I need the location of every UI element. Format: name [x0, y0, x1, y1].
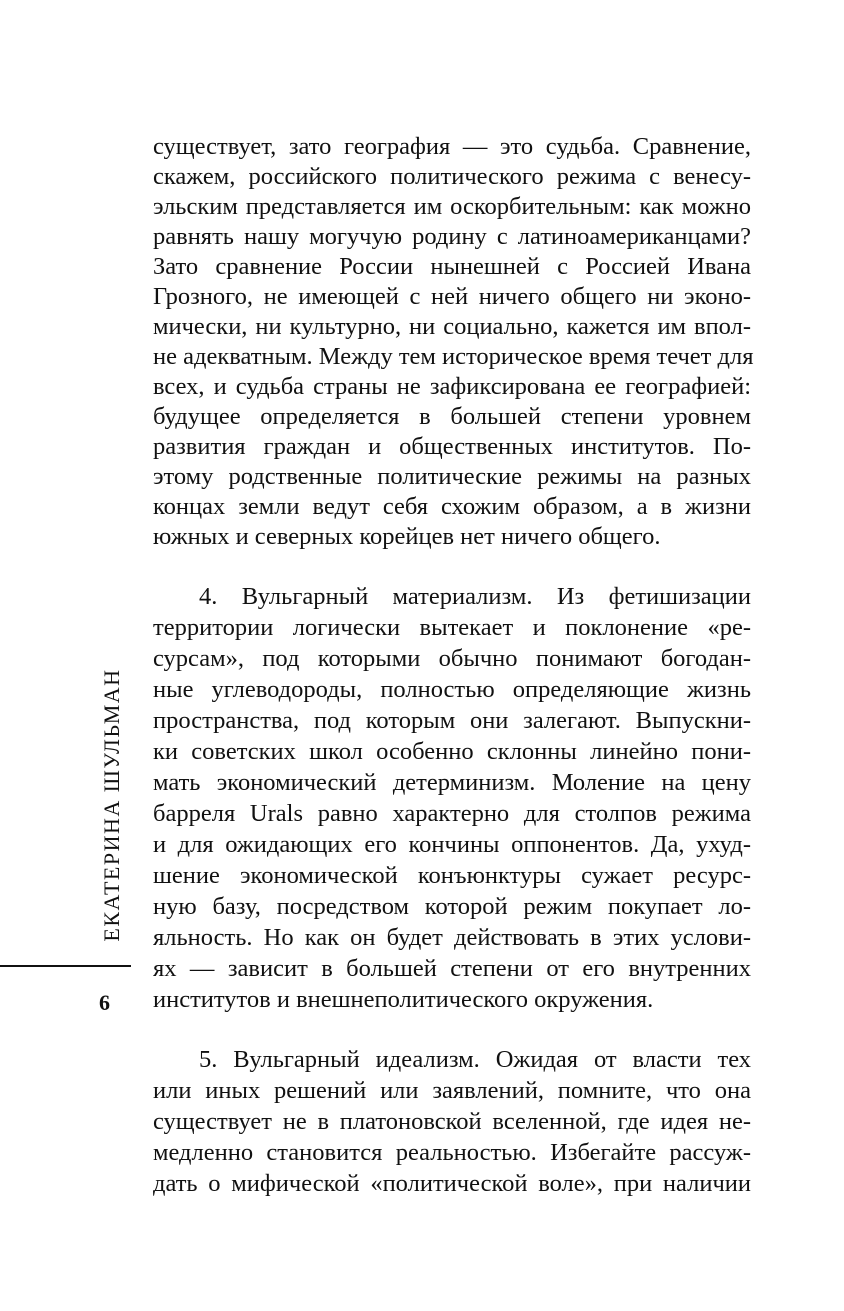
text-line: будущее определяется в большей степени уровнем — [153, 403, 751, 430]
text-line: концах земли ведут себя схожим образом, а в жизни — [153, 493, 751, 520]
text-line: шение экономической конъюнктуры сужает ресурс- — [153, 862, 751, 889]
text-line: сурсам», под которыми обычно понимают богодан- — [153, 645, 751, 672]
margin-rule-divider — [0, 965, 131, 967]
text-line: эльским представляется им оскорбительным: как можно — [153, 193, 751, 220]
text-line: южных и северных корейцев нет ничего общего. — [153, 523, 661, 550]
text-line: равнять нашу могучую родину с латиноамериканцами? — [153, 223, 751, 250]
text-line: ях — зависит в большей степени от его внутренних — [153, 955, 751, 982]
text-line: не адекватным. Между тем историческое время течет для — [153, 343, 754, 370]
text-line: всех, и судьба страны не зафиксирована ее географией: — [153, 373, 751, 400]
text-line: ную базу, посредством которой режим покупает ло- — [153, 893, 751, 920]
text-line: 5. Вульгарный идеализм. Ожидая от власти тех — [199, 1046, 751, 1073]
text-line: скажем, российского политического режима с венесу- — [153, 163, 751, 190]
text-line: существует не в платоновской вселенной, где идея не- — [153, 1108, 751, 1135]
paragraph-geography — [153, 132, 754, 552]
text-line: Грозного, не имеющей с ней ничего общего ни эконо- — [153, 283, 751, 310]
text-line: или иных решений или заявлений, помните, что она — [153, 1077, 751, 1104]
text-line: мически, ни культурно, ни социально, кажется им впол- — [153, 313, 751, 340]
paragraph-vulgar-materialism — [153, 581, 751, 1015]
running-head-author: ЕКАТЕРИНА ШУЛЬМАН — [99, 668, 124, 942]
text-line: существует, зато география — это судьба. Сравнение, — [153, 133, 751, 160]
text-line: ные углеводороды, полностью определяющие жизнь — [153, 676, 751, 703]
text-line: ки советских школ особенно склонны линейно пони- — [153, 738, 751, 765]
text-line: институтов и внешнеполитического окружения. — [153, 986, 654, 1013]
text-line: мать экономический детерминизм. Моление на цену — [153, 769, 751, 796]
text-line: барреля Urals равно характерно для столпов режима — [153, 800, 751, 827]
text-line: развития граждан и общественных институтов. По- — [153, 433, 751, 460]
text-line: яльность. Но как он будет действовать в этих услови- — [153, 924, 751, 951]
text-line: 4. Вульгарный материализм. Из фетишизации — [199, 583, 751, 610]
text-line: и для ожидающих его кончины оппонентов. Да, ухуд- — [153, 831, 751, 858]
text-line: дать о мифической «политической воле», при наличии — [153, 1170, 751, 1197]
page-number: 6 — [99, 990, 110, 1015]
text-line: этому родственные политические режимы на разных — [153, 463, 751, 490]
paragraph-vulgar-idealism — [153, 1044, 751, 1199]
text-line: пространства, под которым они залегают. Выпускни- — [153, 707, 751, 734]
text-line: территории логически вытекает и поклонение «ре- — [153, 614, 751, 641]
text-line: Зато сравнение России нынешней с Россией Ивана — [153, 253, 751, 280]
text-line: медленно становится реальностью. Избегайте рассуж- — [153, 1139, 751, 1166]
